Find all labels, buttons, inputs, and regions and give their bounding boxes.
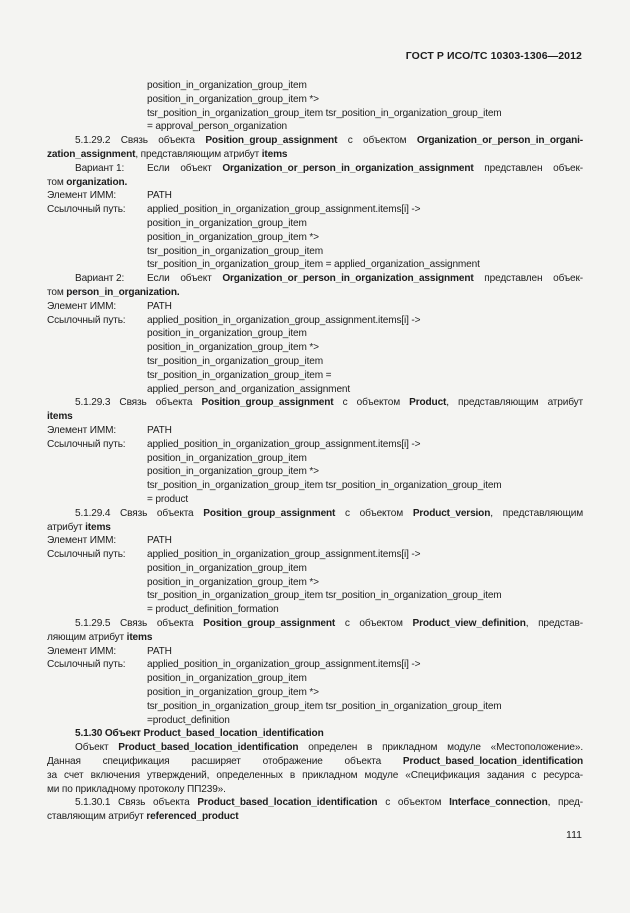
text-line: том organization. (47, 176, 128, 188)
variant-2: Вариант 2: Если объект Organization_or_person_in_organization_assignment представлен объек- (75, 273, 583, 285)
section-heading-5-1-29-4: 5.1.29.4 Связь объекта Position_group_assignment с объектом Product_version, представляющим (75, 507, 583, 519)
text-line: Объект Product_based_location_identification определен в прикладном модуле «Местоположение». (75, 742, 583, 754)
section-heading-5-1-29-2: 5.1.29.2 Связь объекта Position_group_assignment с объектом Organization_or_person_in_organi- (75, 135, 583, 147)
variant-1: Вариант 1: Если объект Organization_or_person_in_organization_assignment представлен объек- (75, 162, 583, 174)
imm-element-row: Элемент ИММ: PATH (47, 645, 172, 657)
reference-path-row: Ссылочный путь: applied_position_in_organization_group_assignment.items[i] -> (47, 659, 421, 671)
text-line: ставляющим атрибут referenced_product (47, 811, 239, 823)
text-line: position_in_organization_group_item *> (147, 93, 319, 105)
page-number: 111 (566, 829, 582, 841)
text-line: ляющим атрибут items (47, 631, 153, 643)
text-line: tsr_position_in_organization_group_item tsr_position_in_organization_group_item (147, 107, 502, 119)
reference-path-row: Ссылочный путь: applied_position_in_organization_group_assignment.items[i] -> (47, 438, 421, 450)
text-line: том person_in_organization. (47, 286, 180, 298)
text-line: position_in_organization_group_item (147, 328, 307, 340)
section-heading-5-1-30: 5.1.30 Объект Product_based_location_identification (75, 728, 324, 740)
text-line: position_in_organization_group_item (147, 452, 307, 464)
text-line: = product (147, 493, 189, 505)
text-line: =product_definition (147, 714, 230, 726)
text-line: position_in_organization_group_item *> (147, 576, 319, 588)
text-line: applied_person_and_organization_assignment (147, 383, 351, 395)
imm-element-row: Элемент ИММ: PATH (47, 535, 172, 547)
imm-element-row: Элемент ИММ: PATH (47, 300, 172, 312)
text-line: tsr_position_in_organization_group_item (147, 355, 323, 367)
section-heading-5-1-30-1: 5.1.30.1 Связь объекта Product_based_location_identification с объектом Interface_connection, пред- (75, 797, 583, 809)
text-line: = product_definition_formation (147, 604, 279, 616)
text-line: tsr_position_in_organization_group_item tsr_position_in_organization_group_item (147, 590, 502, 602)
text-line: position_in_organization_group_item *> (147, 342, 319, 354)
section-heading-5-1-29-3: 5.1.29.3 Связь объекта Position_group_assignment с объектом Product, представляющим атрибут (75, 397, 584, 409)
standard-header: ГОСТ Р ИСО/ТС 10303-1306—2012 (405, 50, 582, 62)
text-line: position_in_organization_group_item (147, 562, 307, 574)
text-line: = approval_person_organization (147, 121, 288, 133)
reference-path-row: Ссылочный путь: applied_position_in_organization_group_assignment.items[i] -> (47, 549, 421, 561)
text-line: tsr_position_in_organization_group_item = applied_organization_assignment (147, 259, 480, 271)
text-line: Данная спецификация расширяет отображение объекта Product_based_location_identification (47, 756, 583, 768)
imm-element-row: Элемент ИММ: PATH (47, 424, 172, 436)
text-line: position_in_organization_group_item *> (147, 466, 319, 478)
text-line: tsr_position_in_organization_group_item tsr_position_in_organization_group_item (147, 700, 502, 712)
text-line: zation_assignment, представляющим атрибут items (47, 148, 288, 160)
text-line: tsr_position_in_organization_group_item (147, 245, 323, 257)
text-line: position_in_organization_group_item (147, 673, 307, 685)
text-line: position_in_organization_group_item *> (147, 687, 319, 699)
text-line: position_in_organization_group_item (147, 217, 307, 229)
text-line: tsr_position_in_organization_group_item = (147, 369, 332, 381)
page-content (47, 79, 583, 824)
text-line: position_in_organization_group_item *> (147, 231, 319, 243)
imm-element-row: Элемент ИММ: PATH (47, 190, 172, 202)
text-line: items (47, 411, 73, 423)
section-heading-5-1-29-5: 5.1.29.5 Связь объекта Position_group_assignment с объектом Product_view_definition, представ- (75, 618, 583, 630)
text-line: ми по прикладному протоколу ПП239». (47, 783, 226, 795)
text-line: tsr_position_in_organization_group_item tsr_position_in_organization_group_item (147, 480, 502, 492)
text-line: за счет включения утверждений, определенных в прикладном модуле «Спецификация задания с ресурса- (47, 769, 583, 781)
text-line: атрибут items (47, 521, 111, 533)
reference-path-row: Ссылочный путь: applied_position_in_organization_group_assignment.items[i] -> (47, 204, 421, 216)
text-line: position_in_organization_group_item (147, 80, 307, 91)
reference-path-row: Ссылочный путь: applied_position_in_organization_group_assignment.items[i] -> (47, 314, 421, 326)
